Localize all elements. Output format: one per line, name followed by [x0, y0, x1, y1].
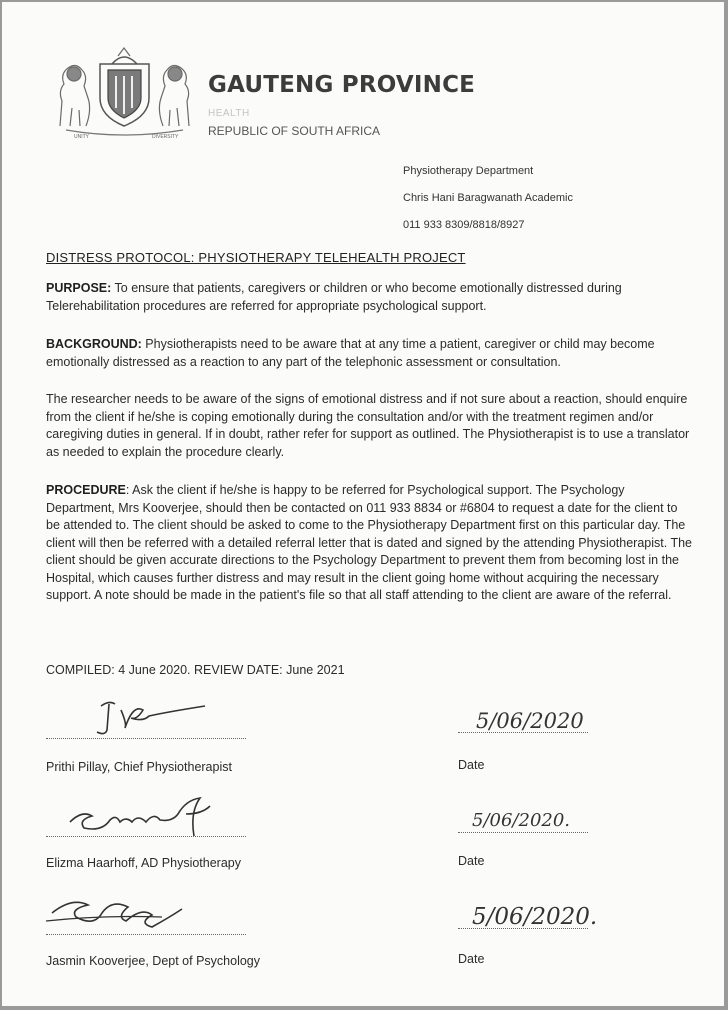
signature-line-2 [46, 836, 246, 837]
address-line-2: Chris Hani Baragwanath Academic [403, 192, 573, 204]
date-handwritten-1 [472, 702, 622, 736]
date-line-1 [458, 732, 588, 733]
date-label-2: Date [458, 854, 485, 868]
signature-kooverjee [42, 887, 202, 937]
svg-text:5/06/2020.: 5/06/2020. [472, 810, 571, 831]
org-name: GAUTENG PROVINCE [208, 72, 476, 98]
signature-line-3 [46, 934, 246, 935]
address-line-3: 011 933 8309/8818/8927 [403, 219, 525, 231]
date-label-1: Date [458, 758, 485, 772]
procedure-label: PROCEDURE [46, 483, 126, 497]
date-label-3: Date [458, 952, 485, 966]
svg-text:5/06/2020: 5/06/2020 [476, 709, 584, 733]
signatory-3-name: Jasmin Kooverjee, Dept of Psychology [46, 954, 260, 968]
date-handwritten-3 [468, 894, 638, 932]
background-paragraph [46, 336, 694, 371]
procedure-text: : Ask the client if he/she is happy to be referred for Psychological support. The Psychology Department, Mrs Kooverjee, should then be contacted on 011 933 8834 or #6804 to request a date for the client to be attended to. The client should be asked to come to the Physiotherapy Department first on this particular day. The client will then be referred with a detailed referral letter that is dated and signed by the attending Physiotherapist. The client should be given accurate directions to the Psychology Department to prevent them from becoming lost in the Hospital, which causes further distress and may result in the client going home without acquiring the necessary support. A note should be made in the patient's file so that all staff attending to the client are aware of the referral. [46, 483, 692, 602]
signatory-2-name: Elizma Haarhoff, AD Physiotherapy [46, 856, 242, 870]
motto-left: UNITY [74, 134, 89, 140]
purpose-text: To ensure that patients, caregivers or children or who become emotionally distressed during Telerehabilitation procedures are referred for appropriate psychological support. [46, 281, 622, 313]
background-text: Physiotherapists need to be aware that at any time a patient, caregiver or child may become emotionally distressed as a reaction to any part of the telephonic assessment or consultation. [46, 337, 655, 369]
svg-text:5/06/2020.: 5/06/2020. [472, 904, 598, 930]
purpose-paragraph [46, 280, 694, 315]
researcher-paragraph: The researcher needs to be aware of the signs of emotional distress and if not sure about a reaction, should enquire from the client if he/she is coping emotionally during the consultation and/or with the treatment regimen and/or caregiving duties in general. If in doubt, rather refer for support as outlined. The Physiotherapist is to use a translator as needed to explain the procedure clearly. [46, 392, 690, 459]
signature-haarhoff [62, 792, 222, 842]
document-title: DISTRESS PROTOCOL: PHYSIOTHERAPY TELEHEALTH PROJECT [46, 250, 466, 265]
date-line-3 [458, 928, 588, 929]
compiled-review-date: COMPILED: 4 June 2020. REVIEW DATE: June 2021 [46, 663, 345, 677]
coat-of-arms-logo [52, 46, 197, 141]
signature-line-1 [46, 738, 246, 739]
background-label: BACKGROUND: [46, 337, 142, 351]
date-line-2 [458, 832, 588, 833]
document-page [2, 2, 724, 1006]
purpose-label: PURPOSE: [46, 281, 112, 295]
procedure-paragraph [46, 482, 694, 605]
org-country: REPUBLIC OF SOUTH AFRICA [208, 124, 381, 138]
signature-pillay [87, 694, 217, 739]
motto-right: DIVERSITY [152, 134, 179, 140]
date-handwritten-2 [468, 804, 628, 834]
signatory-1-name: Prithi Pillay, Chief Physiotherapist [46, 760, 232, 774]
address-line-1: Physiotherapy Department [403, 165, 534, 177]
org-department: HEALTH [208, 108, 250, 119]
